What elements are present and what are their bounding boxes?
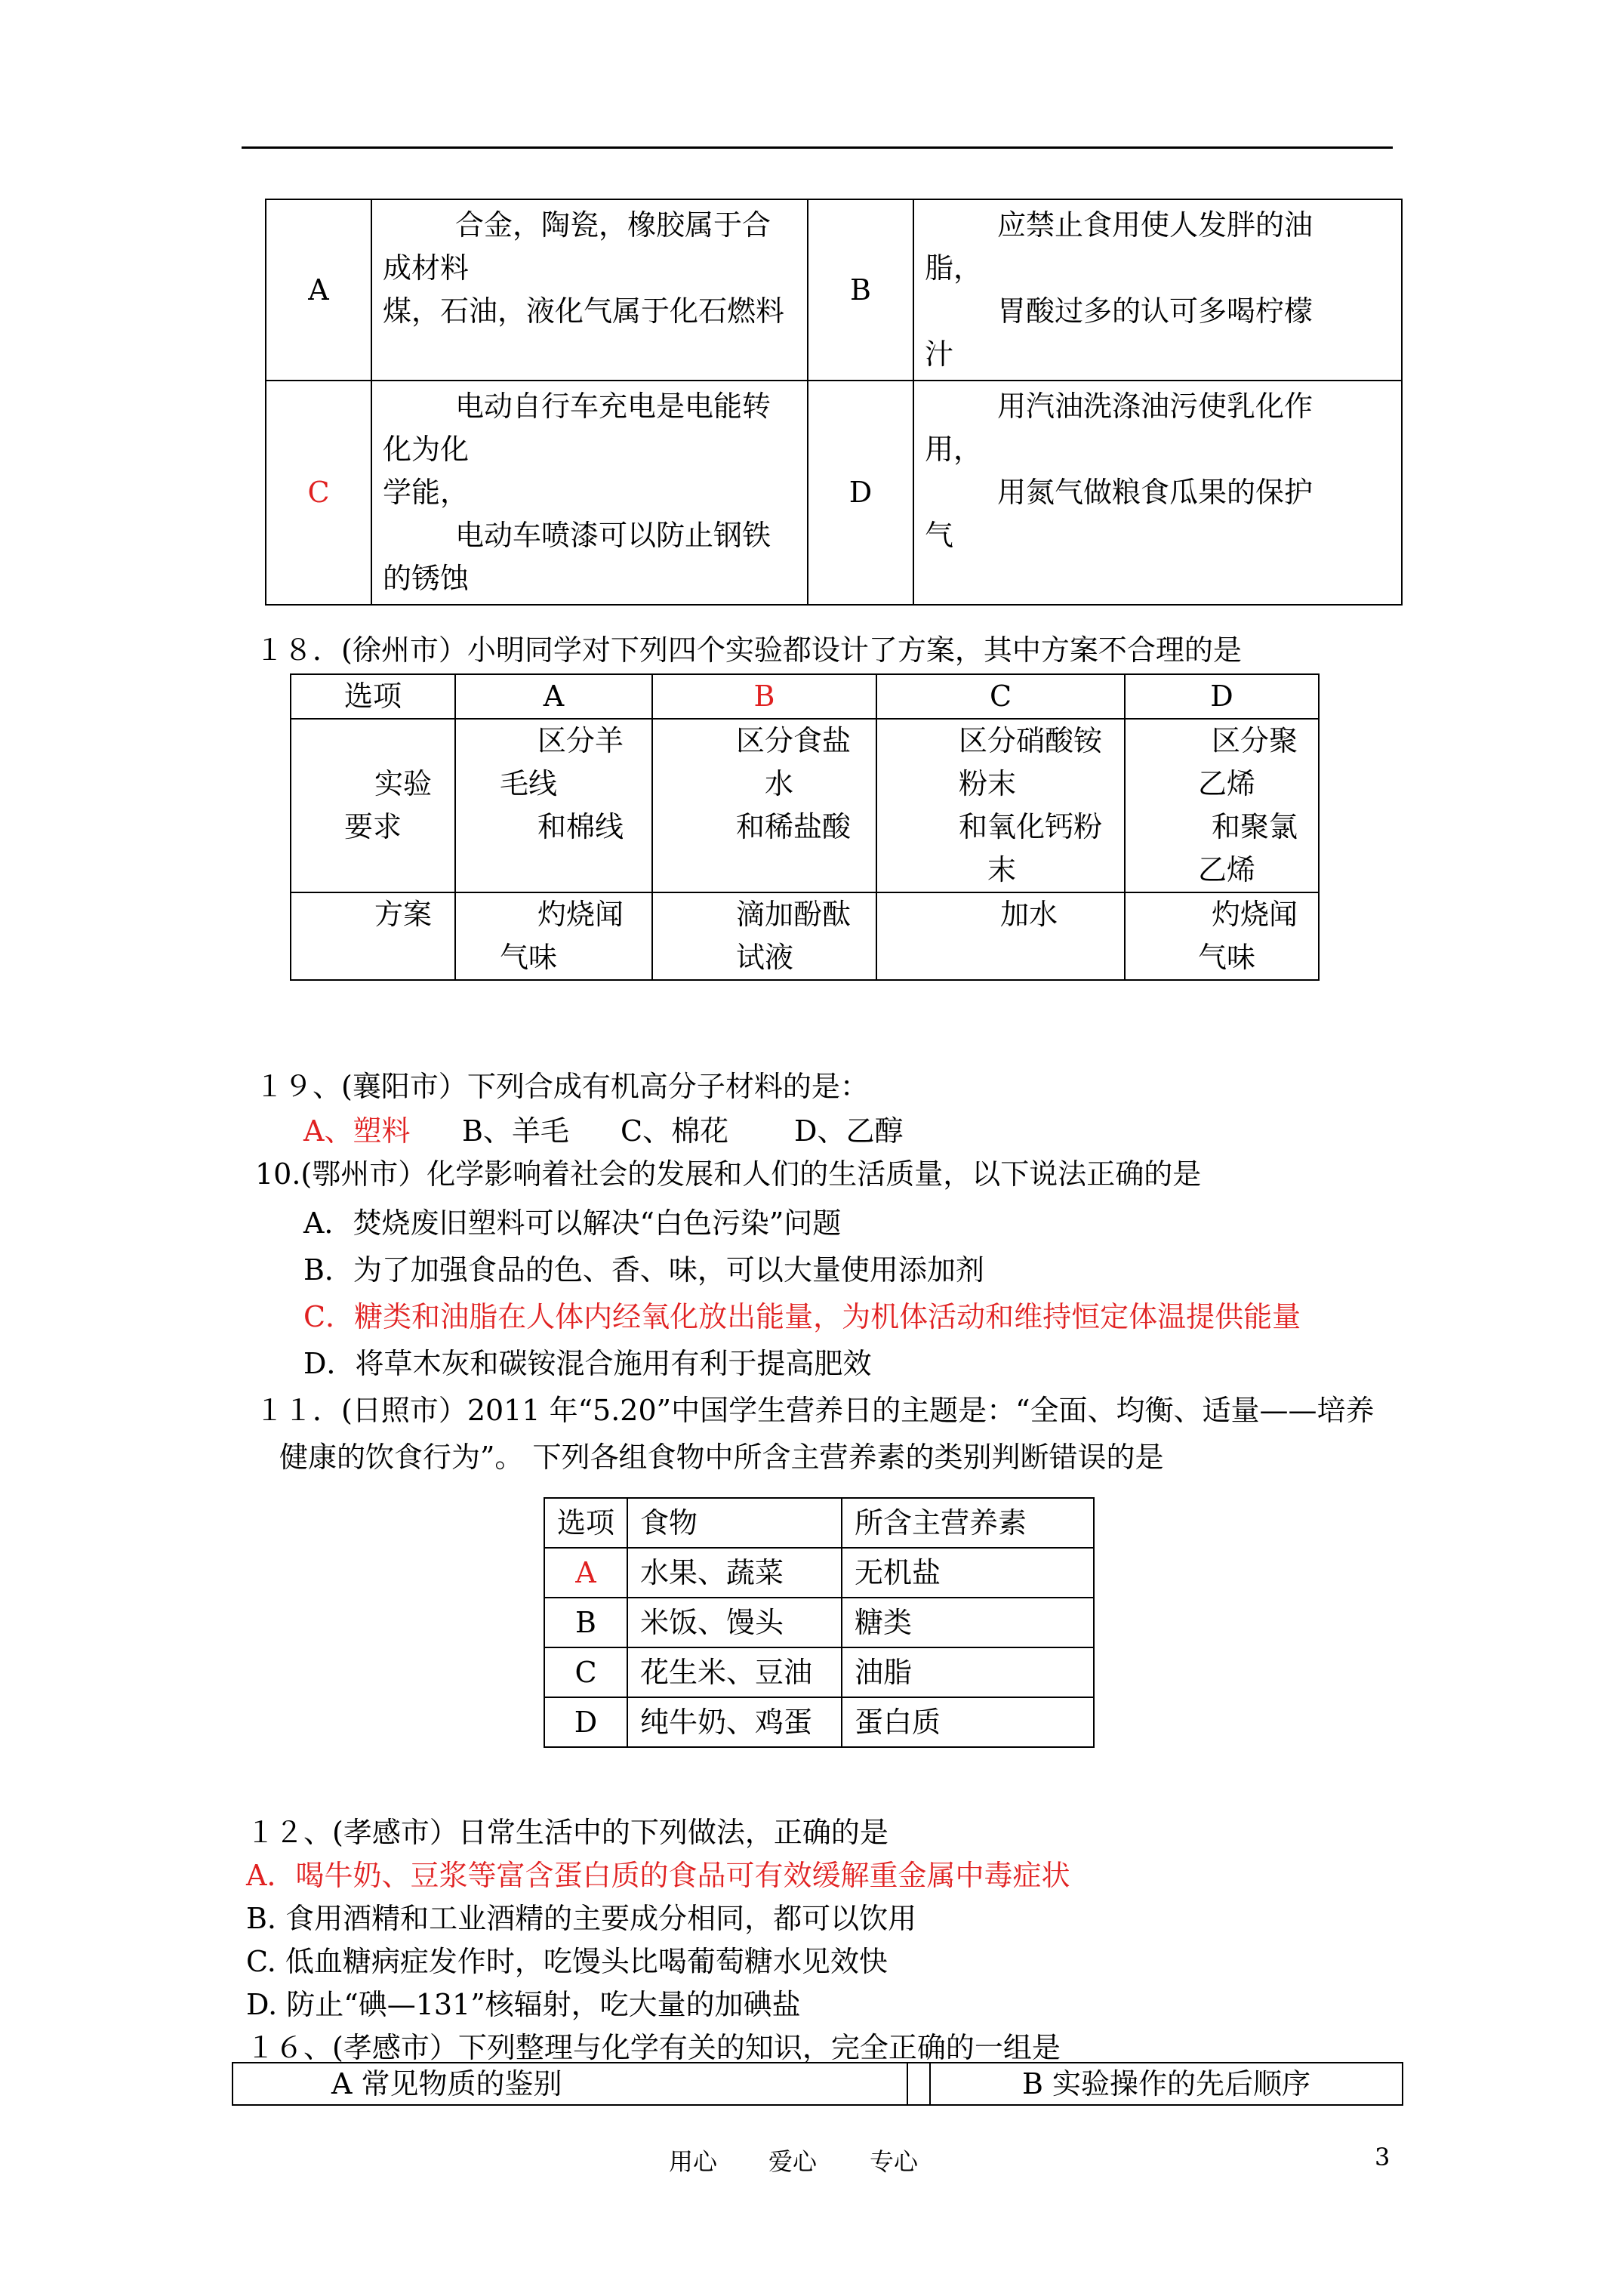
- text-line: 用汽油洗涤油污使乳化作: [997, 390, 1313, 423]
- footer-text: 专心: [870, 2147, 919, 2176]
- question-11-stem: １１．(日照市）2011 年“5.20”中国学生营养日的主题是：“全面、均衡、适量——培养: [255, 1394, 1375, 1427]
- food-cell: 水果、蔬菜: [627, 1548, 842, 1598]
- header-cell: A 常见物质的鉴别: [233, 2063, 907, 2105]
- option-cell: C: [544, 1647, 627, 1697]
- nutrient-cell: 无机盐: [842, 1548, 1094, 1598]
- food-cell: 纯牛奶、鸡蛋: [627, 1697, 842, 1747]
- question-12-stem: １２、(孝感市）日常生活中的下列做法，正确的是: [246, 1816, 888, 1849]
- text-line: 加水: [1000, 898, 1058, 931]
- table-row: [544, 1548, 1094, 1598]
- nutrient-cell: 蛋白质: [842, 1697, 1094, 1747]
- table-row: [544, 1697, 1094, 1747]
- option-cell: B: [544, 1598, 627, 1647]
- food-cell: 米饭、馒头: [627, 1598, 842, 1647]
- text-line: 毛线: [500, 767, 558, 800]
- table-header-row: [291, 674, 1319, 719]
- text-line: 脂，: [925, 251, 983, 285]
- option-c: C、棉花: [621, 1114, 729, 1148]
- option-cell: D: [544, 1697, 627, 1747]
- option-b: B、羊毛: [462, 1114, 569, 1148]
- option-b: B．为了加强食品的色、香、味，可以大量使用添加剂: [303, 1253, 984, 1287]
- table-row: [291, 892, 1319, 980]
- option-d: D．将草木灰和碳铵混合施用有利于提高肥效: [303, 1347, 872, 1380]
- header-cell: 食物: [627, 1498, 842, 1548]
- nutrient-cell: 糖类: [842, 1598, 1094, 1647]
- option-a-answer: A．喝牛奶、豆浆等富含蛋白质的食品可有效缓解重金属中毒症状: [246, 1859, 1070, 1892]
- header-cell: B 实验操作的先后顺序: [930, 2063, 1403, 2105]
- text-line: 区分聚: [1212, 724, 1298, 757]
- plan-c: [876, 892, 1125, 980]
- requirement-c: [876, 719, 1125, 892]
- table-row: [544, 1598, 1094, 1647]
- header-cell: 选项: [291, 674, 455, 719]
- header-cell: C: [876, 674, 1125, 719]
- text-line: 区分羊: [537, 724, 624, 757]
- question-16-table: [232, 2062, 1403, 2106]
- text-line: 学能，: [383, 476, 470, 509]
- text-line: 用，: [925, 433, 983, 466]
- option-c-content: [371, 381, 808, 605]
- header-cell: B: [652, 674, 876, 719]
- text-line: 水: [765, 767, 794, 800]
- option-label-b: B: [808, 199, 913, 381]
- text-line: 滴加酚酞: [736, 898, 852, 931]
- option-cell: A: [544, 1548, 627, 1598]
- text-line: 用氮气做粮食瓜果的保护: [997, 476, 1313, 509]
- header-cell: 选项: [544, 1498, 627, 1548]
- option-b: B. 食用酒精和工业酒精的主要成分相同，都可以饮用: [246, 1902, 917, 1935]
- option-d-content: [913, 381, 1402, 605]
- requirement-b: [652, 719, 876, 892]
- requirement-d: [1125, 719, 1319, 892]
- text-line: 区分食盐: [736, 724, 852, 757]
- option-label-d: D: [808, 381, 913, 605]
- text-line: 要求: [344, 810, 402, 843]
- table-row: [266, 199, 1402, 381]
- text-line: 电动车喷漆可以防止钢铁的锈蚀: [383, 519, 771, 595]
- table-row: [291, 719, 1319, 892]
- text-line: 和稀盐酸: [736, 810, 852, 843]
- option-b-content: [913, 199, 1402, 381]
- option-a: A．焚烧废旧塑料可以解决“白色污染”问题: [303, 1207, 842, 1240]
- question-10-stem: 10.(鄂州市）化学影响着社会的发展和人们的生活质量，以下说法正确的是: [255, 1157, 1202, 1191]
- question-11-table: [544, 1497, 1095, 1748]
- header-cell: 所含主营养素: [842, 1498, 1094, 1548]
- plan-d: [1125, 892, 1319, 980]
- text-line: 煤，石油，液化气属于化石燃料: [383, 294, 785, 328]
- text-line: 乙烯: [1198, 853, 1256, 886]
- header-cell: A: [455, 674, 652, 719]
- text-line: 和氧化钙粉: [959, 810, 1103, 843]
- spacer-cell: [907, 2063, 930, 2105]
- option-label-a: A: [266, 199, 371, 381]
- requirement-a: [455, 719, 652, 892]
- footer-text: 用心: [669, 2147, 718, 2176]
- plan-a: [455, 892, 652, 980]
- text-line: 气味: [1198, 941, 1256, 974]
- text-line: 实验: [374, 767, 433, 800]
- option-d: D. 防止“碘—131”核辐射，吃大量的加碘盐: [246, 1988, 801, 2021]
- table-header-row: [233, 2063, 1403, 2105]
- page-number: 3: [1375, 2143, 1390, 2171]
- text-line: 和聚氯: [1212, 810, 1298, 843]
- text-line: 胃酸过多的认可多喝柠檬: [997, 294, 1313, 328]
- plan-b: [652, 892, 876, 980]
- text-line: 汁: [925, 337, 954, 371]
- text-line: 应禁止食用使人发胖的油: [997, 208, 1313, 242]
- option-c: C. 低血糖病症发作时，吃馒头比喝葡萄糖水见效快: [246, 1945, 888, 1978]
- row-label-requirement: [291, 719, 455, 892]
- question-11-stem-cont: 健康的饮食行为”。 下列各组食物中所含主营养素的类别判断错误的是: [279, 1441, 1164, 1474]
- text-line: 合金，陶瓷，橡胶属于合成材料: [383, 208, 771, 285]
- text-line: 乙烯: [1198, 767, 1256, 800]
- text-line: 气味: [500, 941, 558, 974]
- option-a-content: [371, 199, 808, 381]
- text-line: 电动自行车充电是电能转化为化: [383, 390, 771, 466]
- option-a-answer: A、塑料: [303, 1114, 411, 1148]
- text-line: 区分硝酸铵: [959, 724, 1103, 757]
- text-line: 气: [925, 519, 954, 552]
- text-line: 粉末: [959, 767, 1017, 800]
- text-line: 末: [987, 853, 1017, 886]
- header-rule: [242, 146, 1393, 149]
- table-row: [266, 381, 1402, 605]
- question-16-stem: １６、(孝感市）下列整理与化学有关的知识，完全正确的一组是: [246, 2031, 1061, 2064]
- question-18-table: [290, 673, 1320, 981]
- text-line: 和棉线: [537, 810, 624, 843]
- food-cell: 花生米、豆油: [627, 1647, 842, 1697]
- table-header-row: [544, 1498, 1094, 1548]
- text-line: 试液: [736, 941, 794, 974]
- question-19-stem: １９、(襄阳市）下列合成有机高分子材料的是：: [255, 1070, 869, 1103]
- nutrient-cell: 油脂: [842, 1647, 1094, 1697]
- question-18-stem: １８．(徐州市）小明同学对下列四个实验都设计了方案，其中方案不合理的是: [255, 633, 1242, 667]
- option-d: D、乙醇: [794, 1114, 904, 1148]
- table-row: [544, 1647, 1094, 1697]
- text-line: 灼烧闻: [1212, 898, 1298, 931]
- header-cell: D: [1125, 674, 1319, 719]
- option-label-c: C: [266, 381, 371, 605]
- text-line: 灼烧闻: [537, 898, 624, 931]
- option-c-answer: C．糖类和油脂在人体内经氧化放出能量，为机体活动和维持恒定体温提供能量: [303, 1300, 1301, 1333]
- footer-text: 爱心: [768, 2147, 818, 2176]
- row-label-plan: 方案: [291, 892, 455, 980]
- question-17-options-table: [265, 199, 1403, 606]
